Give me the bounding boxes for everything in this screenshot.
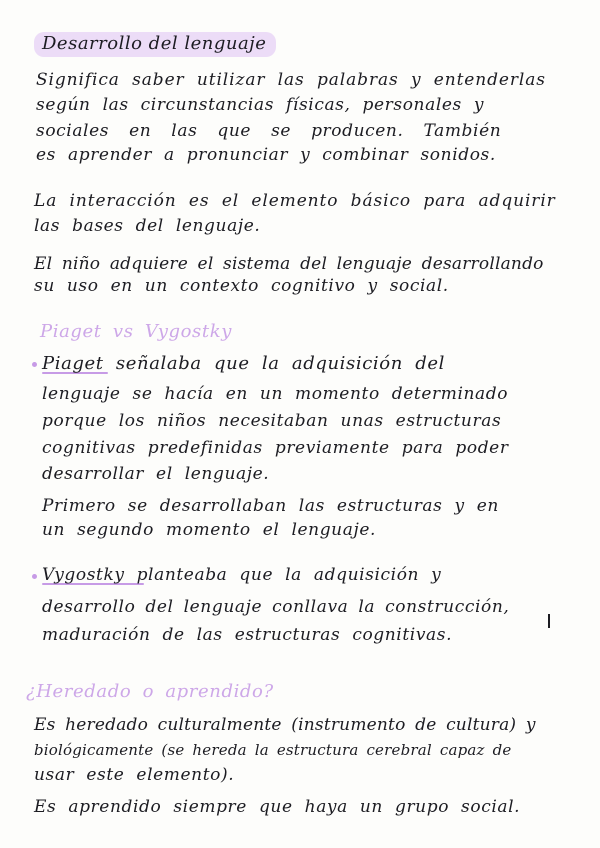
interaction-line-2: las bases del lenguaje. (34, 216, 261, 236)
bullet-icon (32, 362, 37, 367)
pen-stroke (548, 614, 550, 628)
heredado-line-1: Es heredado culturalmente (instrumento de cultura) y (34, 715, 536, 735)
heredado-line-3: usar este elemento). (34, 765, 235, 785)
piaget-line-3: porque los niños necesitaban unas estructuras (42, 411, 502, 431)
piaget-line-5: desarrollar el lenguaje. (42, 464, 270, 484)
aprendido-line: Es aprendido siempre que haya un grupo social. (34, 797, 521, 817)
page-title: Desarrollo del lenguaje (34, 32, 276, 57)
intro-line-2: según las circunstancias físicas, personales y (36, 95, 485, 115)
piaget-line-2: lenguaje se hacía en un momento determinado (42, 384, 509, 404)
child-line-1: El niño adquiere el sistema del lenguaje desarrollando (34, 254, 544, 274)
intro-line-1: Significa saber utilizar las palabras y entenderlas (36, 70, 546, 90)
heredado-line-2: biológicamente (se hereda la estructura cerebral capaz de (34, 741, 512, 759)
piaget-line-7: un segundo momento el lenguaje. (42, 520, 376, 540)
piaget-line-1: Piaget señalaba que la adquisición del (42, 353, 445, 374)
interaction-line-1: La interacción es el elemento básico para adquirir (34, 191, 556, 211)
intro-line-3: sociales en las que se producen. También (36, 121, 502, 141)
section-heading-heredado: ¿Heredado o aprendido? (26, 681, 274, 702)
intro-line-4: es aprender a pronunciar y combinar sonidos. (36, 145, 496, 165)
piaget-line-4: cognitivas predefinidas previamente para poder (42, 438, 509, 458)
vygotsky-line-1: Vygostky planteaba que la adquisición y (42, 565, 442, 585)
child-line-2: su uso en un contexto cognitivo y social. (34, 276, 449, 296)
section-heading-piaget-vygotsky: Piaget vs Vygostky (40, 321, 233, 342)
vygotsky-line-2: desarrollo del lenguaje conllava la construcción, (42, 597, 510, 617)
vygotsky-line-3: maduración de las estructuras cognitivas. (42, 625, 453, 645)
bullet-icon (32, 574, 37, 579)
piaget-line-6: Primero se desarrollaban las estructuras y en (42, 496, 499, 516)
